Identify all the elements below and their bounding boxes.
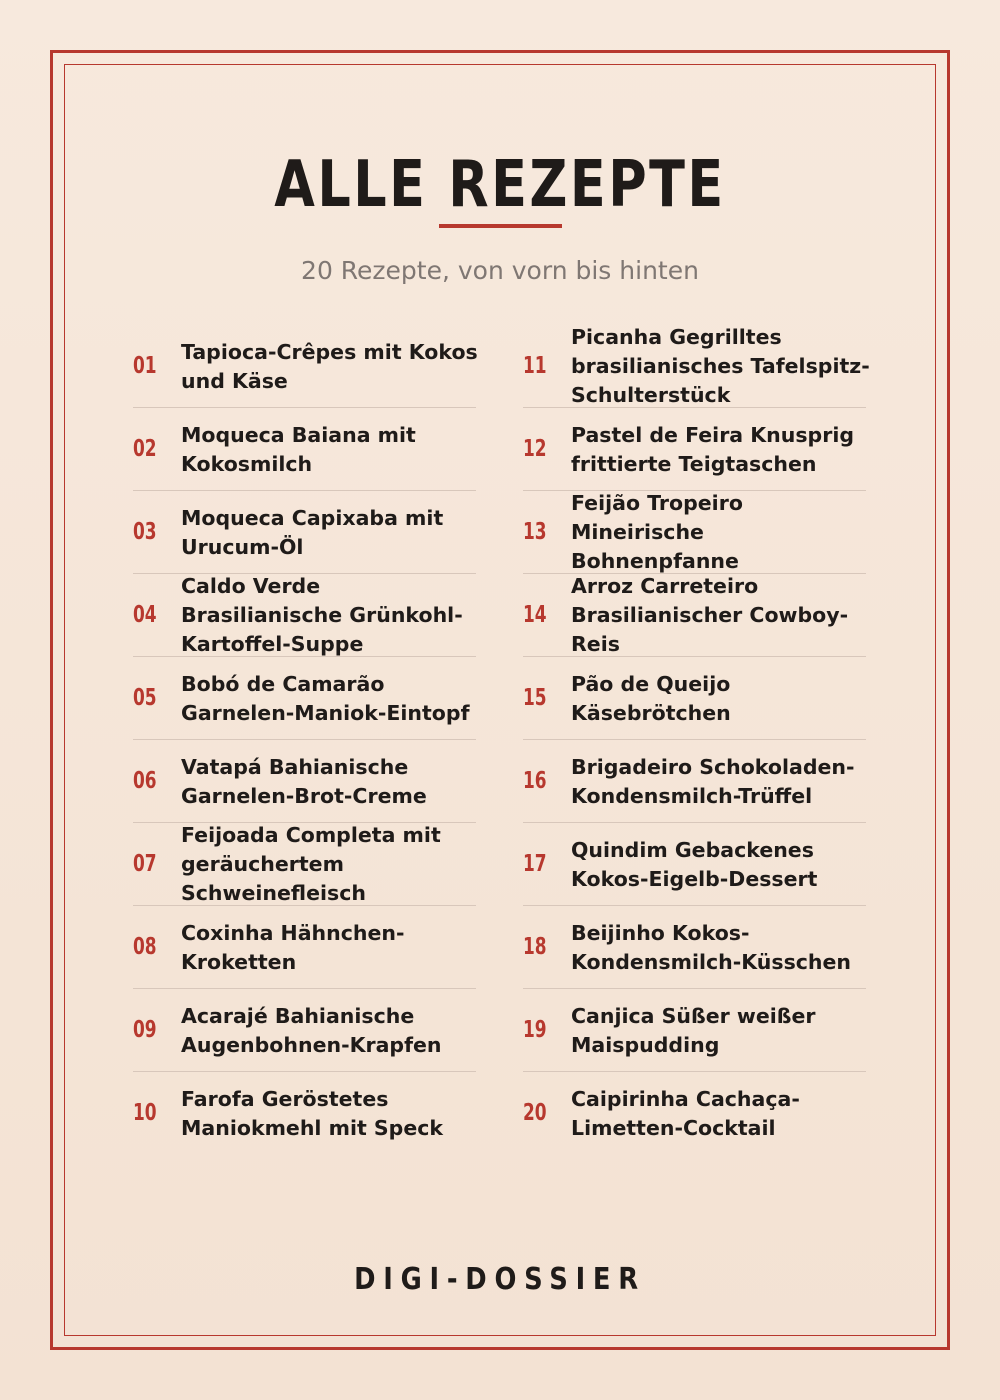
recipe-name: Quindim Gebackenes Kokos-Eigelb-Dessert (571, 837, 818, 891)
recipe-name: Tapioca-Crêpes mit Kokos und Käse (181, 339, 478, 393)
recipe-item[interactable] (133, 989, 476, 1072)
recipe-item[interactable] (523, 823, 866, 906)
recipe-number: 06 (133, 768, 157, 794)
recipe-name: Picanha Gegrilltes brasilianisches Tafelspitz-Schulterstück (571, 325, 870, 407)
recipe-item[interactable] (523, 906, 866, 989)
recipe-item[interactable] (523, 989, 866, 1072)
recipe-column-left (133, 325, 476, 1155)
recipe-item[interactable] (133, 906, 476, 989)
recipe-item[interactable] (523, 657, 866, 740)
recipe-number: 03 (133, 519, 157, 545)
recipe-item[interactable] (133, 491, 476, 574)
recipe-number: 10 (133, 1100, 157, 1126)
recipe-number: 13 (523, 519, 547, 545)
recipe-number: 04 (133, 602, 157, 628)
recipe-name: Farofa Geröstetes Maniokmehl mit Speck (181, 1086, 444, 1140)
recipe-item[interactable] (523, 325, 870, 408)
recipe-number: 08 (133, 934, 157, 960)
recipe-number: 18 (523, 934, 547, 960)
recipe-number: 01 (133, 353, 157, 379)
recipe-item[interactable] (523, 740, 866, 823)
recipe-name: Canjica Süßer weißer Maispudding (571, 1003, 816, 1057)
brand-footer: DIGI-DOSSIER (354, 1262, 646, 1297)
recipe-index (133, 325, 868, 1155)
recipe-number: 20 (523, 1100, 547, 1126)
recipe-number: 09 (133, 1017, 157, 1043)
recipe-number: 15 (523, 685, 547, 711)
recipe-name: Arroz Carreteiro Brasilianischer Cowboy-Reis (571, 574, 849, 656)
recipe-name: Pastel de Feira Knusprig frittierte Teigtaschen (571, 422, 855, 476)
recipe-name: Feijoada Completa mit geräuchertem Schweinefleisch (181, 823, 441, 905)
recipe-item[interactable] (133, 740, 476, 823)
recipe-name: Beijinho Kokos-Kondensmilch-Küsschen (571, 920, 852, 974)
recipe-number: 11 (523, 353, 547, 379)
recipe-name: Feijão Tropeiro Mineirische Bohnenpfanne (571, 491, 743, 573)
title-underline-rule (439, 224, 562, 228)
recipe-number: 14 (523, 602, 547, 628)
page-title: ALLE REZEPTE (274, 148, 726, 222)
page-subtitle: 20 Rezepte, von vorn bis hinten (301, 256, 699, 285)
recipe-item[interactable] (133, 1072, 476, 1155)
recipe-item[interactable] (523, 1072, 866, 1155)
recipe-name: Bobó de Camarão Garnelen-Maniok-Eintopf (181, 671, 470, 725)
recipe-name: Coxinha Hähnchen-Kroketten (181, 920, 405, 974)
recipe-number: 07 (133, 851, 157, 877)
recipe-item[interactable] (133, 325, 476, 408)
recipe-name: Acarajé Bahianische Augenbohnen-Krapfen (181, 1003, 442, 1057)
recipe-name: Moqueca Capixaba mit Urucum-Öl (181, 505, 444, 559)
recipe-item[interactable] (523, 408, 866, 491)
recipe-item[interactable] (133, 408, 476, 491)
recipe-name: Pão de Queijo Käsebrötchen (571, 671, 731, 725)
recipe-number: 02 (133, 436, 157, 462)
recipe-item[interactable] (133, 823, 476, 906)
recipe-item[interactable] (523, 491, 866, 574)
recipe-number: 12 (523, 436, 547, 462)
recipe-name: Caipirinha Cachaça-Limetten-Cocktail (571, 1086, 800, 1140)
recipe-number: 17 (523, 851, 547, 877)
recipe-number: 16 (523, 768, 547, 794)
recipe-item[interactable] (133, 657, 476, 740)
recipe-name: Moqueca Baiana mit Kokosmilch (181, 422, 416, 476)
recipe-name: Brigadeiro Schokoladen-Kondensmilch-Trüffel (571, 754, 855, 808)
recipe-number: 19 (523, 1017, 547, 1043)
recipe-name: Vatapá Bahianische Garnelen-Brot-Creme (181, 754, 427, 808)
recipe-number: 05 (133, 685, 157, 711)
recipe-column-right (523, 325, 870, 1155)
recipe-name: Caldo Verde Brasilianische Grünkohl-Kartoffel-Suppe (181, 574, 463, 656)
recipe-item[interactable] (133, 574, 476, 657)
recipe-item[interactable] (523, 574, 866, 657)
